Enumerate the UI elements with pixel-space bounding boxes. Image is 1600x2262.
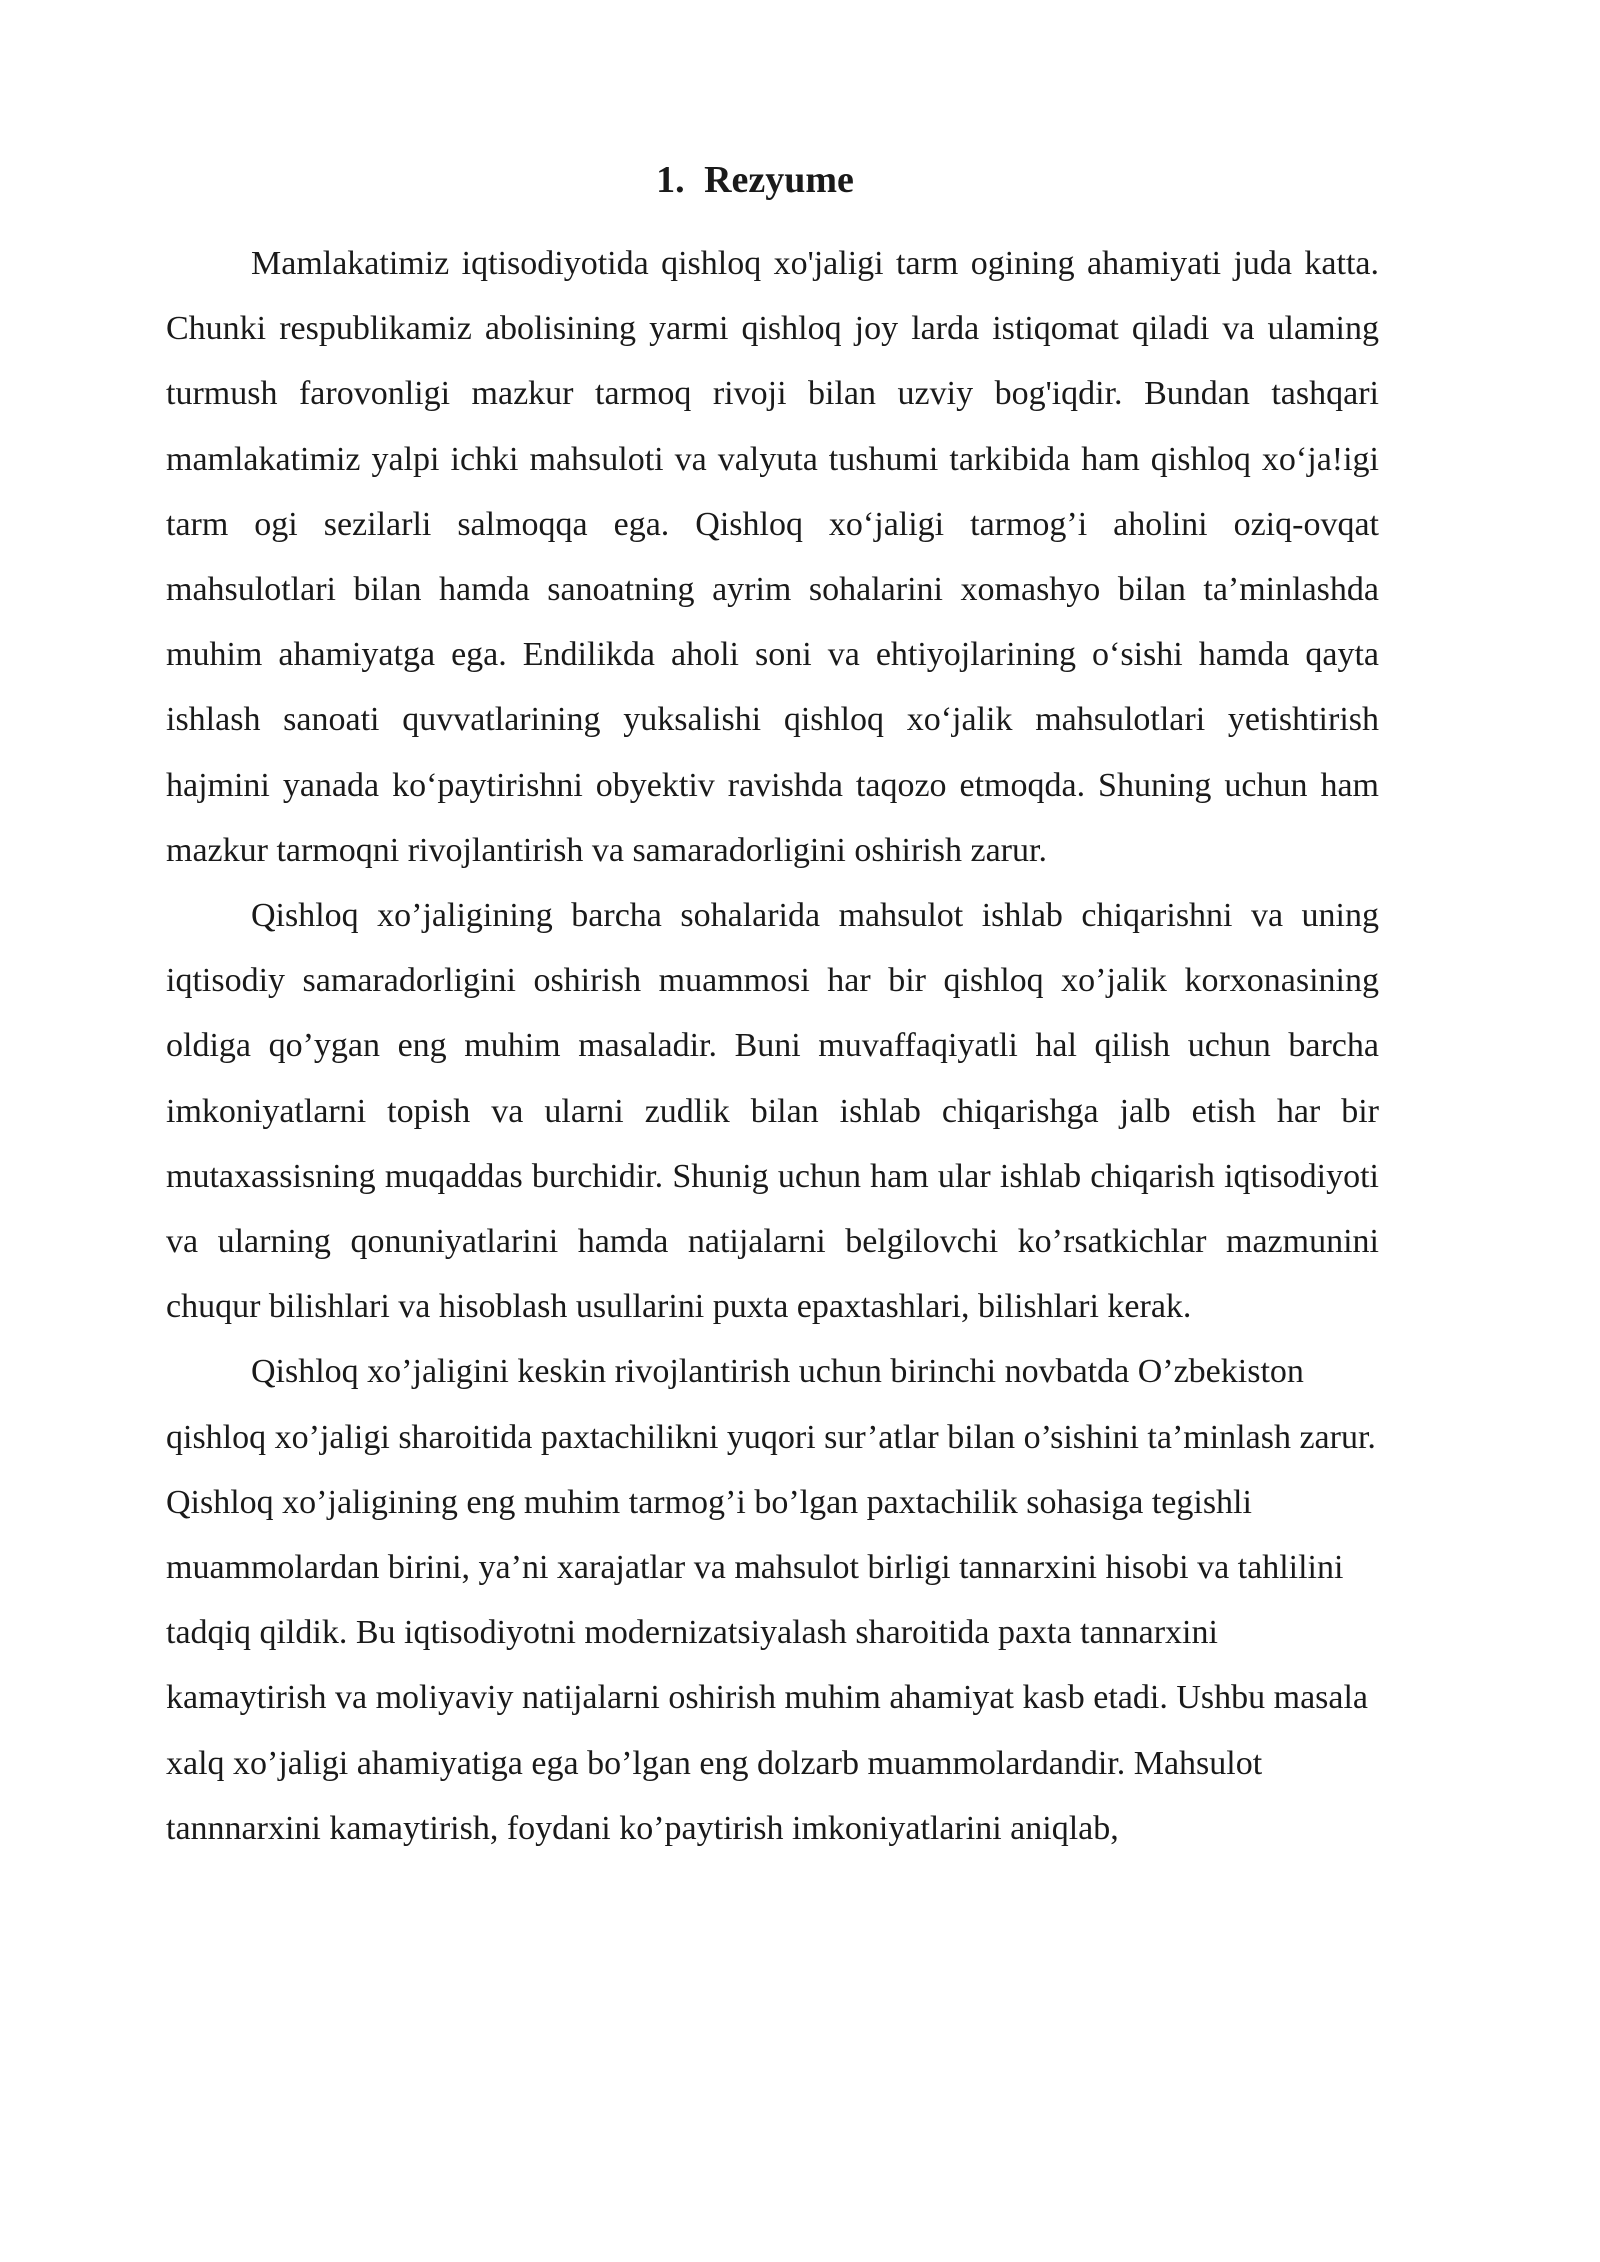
document-body (166, 231, 1379, 1861)
section-heading (0, 150, 1510, 210)
paragraph-1: Mamlakatimiz iqtisodiyotida qishloq xo'jaligi tarm ogining ahamiyati juda katta. Chunki respublikamiz abolisining yarmi qishloq joy larda istiqomat qiladi va ulaming turmush farovonligi mazkur tarmoq rivoji bilan uzviy bog'iqdir. Bundan tashqari mamlakatimiz yalpi ichki mahsuloti va valyuta tushumi tarkibida ham qishloq xo‘ja!igi tarm ogi sezilarli salmoqqa ega. Qishloq xo‘jaligi tarmog’i aholini oziq-ovqat mahsulotlari bilan hamda sanoatning ayrim sohalarini xomashyo bilan ta’minlashda muhim ahamiyatga ega. Endilikda aholi soni va ehtiyojlarining o‘sishi hamda qayta ishlash sanoati quvvatlarining yuksalishi qishloq xo‘jalik mahsulotlari yetishtirish hajmini yanada ko‘paytirishni obyektiv ravishda taqozo etmoqda. Shuning uchun ham mazkur tarmoqni rivojlantirish va samaradorligini oshirish zarur. (166, 245, 1379, 869)
paragraph-3: Qishloq xo’jaligini keskin rivojlantirish uchun birinchi novbatda O’zbekiston qishloq xo’jaligi sharoitida paxtachilikni yuqori sur’atlar bilan o’sishini ta’minlash zarur. Qishloq xo’jaligining eng muhim tarmog’i bo’lgan paxtachilik sohasiga tegishli muammolardan birini, ya’ni xarajatlar va mahsulot birligi tannarxini hisobi va tahlilini tadqiq qildik. Bu iqtisodiyotni modernizatsiyalash sharoitida paxta tannarxini kamaytirish va moliyaviy natijalarni oshirish muhim ahamiyat kasb etadi. Ushbu masala xalq xo’jaligi ahamiyatiga ega bo’lgan eng dolzarb muammolardandir. Mahsulot tannnarxini kamaytirish, foydani ko’paytirish imkoniyatlarini aniqlab, (166, 1353, 1376, 1847)
paragraph-2: Qishloq xo’jaligining barcha sohalarida mahsulot ishlab chiqarishni va uning iqtisodiy samaradorligini oshirish muammosi har bir qishloq xo’jalik korxonasining oldiga qo’ygan eng muhim masaladir. Buni muvaffaqiyatli hal qilish uchun barcha imkoniyatlarni topish va ularni zudlik bilan ishlab chiqarishga jalb etish har bir mutaxassisning muqaddas burchidir. Shunig uchun ham ular ishlab chiqarish iqtisodiyoti va ularning qonuniyatlarini hamda natijalarni belgilovchi ko’rsatkichlar mazmunini chuqur bilishlari va hisoblash usullarini puxta epaxtashlari, bilishlari kerak. (166, 897, 1379, 1326)
section-number: 1. (656, 159, 685, 201)
section-title: Rezyume (704, 159, 854, 201)
